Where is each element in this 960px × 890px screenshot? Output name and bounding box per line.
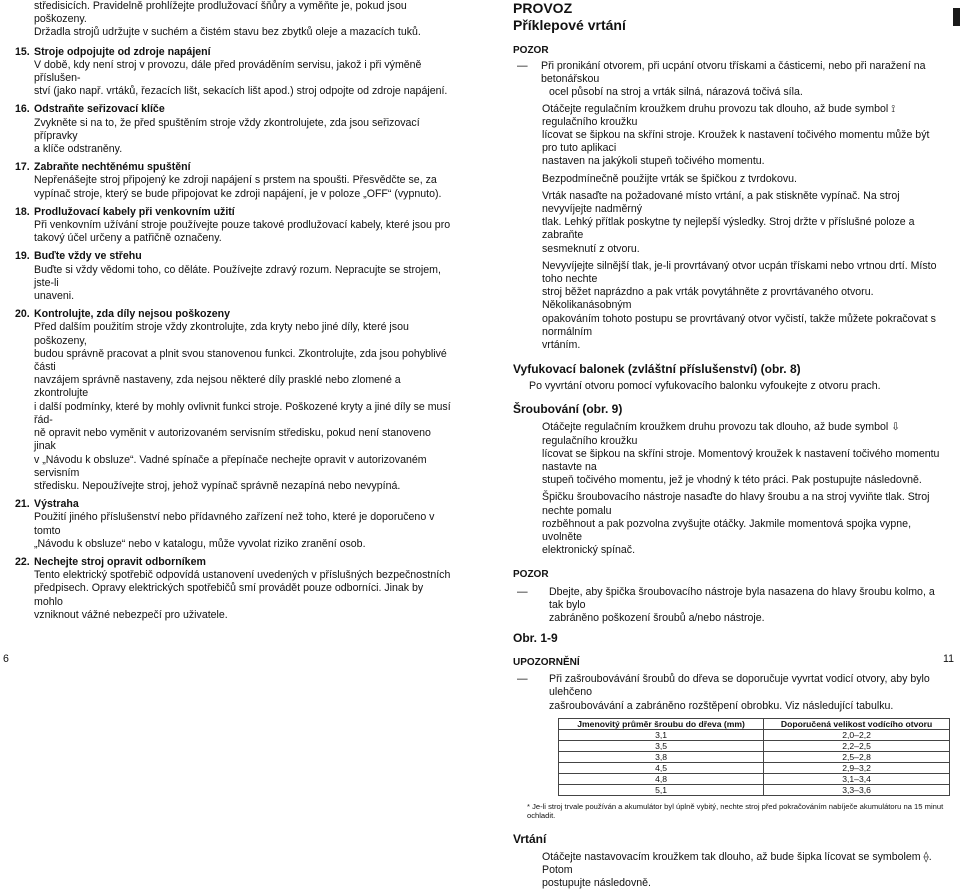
paragraph-ring-setting [513,103,947,169]
figure-reference: Obr. 1-9 [513,631,558,646]
safety-item [10,308,454,493]
item-number: 17. [15,161,30,174]
item-text-line: středisku. Nepoužívejte stroj, jehož vypínač správně nezapíná nebo nevypíná. [34,479,401,492]
item-text-line: Nepřenášejte stroj připojený ke zdroji napájení s prstem na spoušti. Přesvědčte se, za [34,174,437,187]
item-text-line: Zvykněte si na to, že před spuštěním stroje vždy zkontrolujete, zda jsou seřizovací přípravky [34,116,420,142]
table-cell: 4,8 [559,773,764,784]
upozorneni-note [513,673,947,713]
heading-screwdriving: Šroubování (obr. 9) [513,402,623,417]
pozor1-line-1: Při pronikání otvorem, při ucpání otvoru třískami a částicemi, nebo při naražení na betonářskou [541,60,926,86]
intro-line-1: středisicích. Pravidelně prohlížejte prodlužovací šňůry a vyměňte je, pokud jsou poškozeny. [34,0,407,26]
table-row [559,729,950,740]
item-text-line: a klíče odstraněny. [34,143,123,156]
p1-line-2: lícovat se šipkou na skříni stroje. Kroužek k nastavení točivého momentu může být pro tuto aplikaci [542,129,930,155]
table-cell: 2,2–2,5 [764,740,950,751]
p3-line-3: sesmeknutí z otvoru. [542,242,640,255]
item-text-line: unaveni. [34,290,75,303]
table-body [559,729,950,795]
intro-line-2: Držadla strojů udržujte v suchém a čistém stavu bez zbytků oleje a mazacích tuků. [34,26,421,39]
item-text-line: Buďte si vždy vědomi toho, co děláte. Používejte zdravý rozum. Nepracujte se strojem, jste-li [34,263,441,289]
table-cell: 3,5 [559,740,764,751]
paragraph-carbide-bit [513,173,947,186]
item-text-line: V době, kdy není stroj v provozu, dále před prováděním servisu, jakož i při výměně příslušen- [34,58,422,85]
paragraph-screw-tip [513,491,947,557]
table-row [559,784,950,795]
p1-line-1: Otáčejte regulačním kroužkem druhu provozu tak dlouho, až bude symbol ⟟ regulačního kroužku [542,102,896,128]
item-title: Buďte vždy ve střehu [34,250,142,263]
dash-marker: — [517,60,528,72]
table-cell: 2,0–2,2 [764,729,950,740]
safety-items-list [10,46,454,622]
item-text-line: i další podmínky, které by mohly ovlivnit funkci stroje. Poškozené kryty a jiné díly se musí řád- [34,400,451,426]
table-cell: 3,8 [559,751,764,762]
pozor-label-2: POZOR [513,568,549,580]
table-row [559,762,950,773]
item-number: 21. [15,498,30,511]
vyfuk-line-1: Po vyvrtání otvoru pomocí vyfukovacího balonku vyfoukejte z otvoru prach. [529,380,881,393]
sroub1-line-1: Otáčejte regulačním kroužkem druhu provozu tak dlouho, až bude symbol ⇩ regulačního kroužku [542,421,901,447]
pozor2-line-2: zabráněno poškození šroubů a/nebo nástroje. [549,611,765,624]
page-number-right: 11 [943,652,954,665]
item-text-line: Při venkovním užívání stroje používejte pouze takové prodlužovací kabely, které jsou pro [34,219,451,232]
pozor-label-1: POZOR [513,45,549,56]
item-text-line: Před dalším použitím stroje vždy zkontrolujte, zda kryty nebo jiné díly, které jsou poškozeny, [34,321,409,347]
item-number: 19. [15,250,30,263]
page-number-left: 6 [3,652,9,665]
left-column [10,0,454,627]
safety-item [10,46,454,99]
paragraph-drilling-pressure [513,190,947,256]
item-text-line: Použití jiného příslušenství nebo přídavného zařízení než toho, které je doporučeno v tomto [34,511,435,537]
table-cell: 5,1 [559,784,764,795]
item-text-line: předpisech. Opravy elektrických spotřebičů smí provádět pouze odborníci. Jinak by mohlo [34,582,424,608]
item-title: Kontrolujte, zda díly nejsou poškozeny [34,308,231,321]
upoz-line-2: zašroubovávání a zabráněno rozštěpení obrobku. Viz následující tabulku. [549,699,894,712]
safety-item [10,250,454,303]
p4-line-2: stroj běžet naprázdno a pak vrták povytáhněte z provrtávaného otvoru. Několikanásobným [542,286,874,312]
pilot-hole-table [558,718,950,796]
sroub2-line-1: Špičku šroubovacího nástroje nasaďte do hlavy šroubu a na stroj vyviňte tlak. Stroj nechte pomalu [542,491,930,517]
item-text-line: vypínač stroje, který se bude připojovat ke zdroji napájení, je v poloze „OFF“ (vypnuto). [34,187,442,200]
item-text-line: Tento elektrický spotřebič odpovídá ustanovení uvedených v příslušných bezpečnostních [34,569,451,582]
p2-line-1: Bezpodmínečně použijte vrták se špičkou z tvrdokovu. [542,172,797,185]
table-row [559,740,950,751]
p3-line-1: Vrták nasaďte na požadované místo vrtání, a pak stiskněte vypínač. Na stroj nevyvíjejte nadměrný [542,189,900,216]
item-title: Výstraha [34,498,79,511]
pozor1-line-2: ocel působí na stroj a vrták silná, nárazová točivá síla. [549,86,803,99]
table-footnote: * Je-li stroj trvale používán a akumulátor byl úplně vybitý, nechte stroj před pokračováním nabíječe akumulátoru na 15 minut ochladit. [527,801,944,820]
item-text-line: „Návodu k obsluze“ nebo v katalogu, může vyvolat riziko zranění osob. [34,537,366,550]
item-number: 20. [15,308,30,321]
item-text-line: ně opravit nebo vyměnit v autorizovaném servisním středisku, pokud není stanoveno jinak [34,427,431,453]
pozor2-line-1: Dbejte, aby špička šroubovacího nástroje byla nasazena do hlavy šroubu kolmo, a tak bylo [549,585,935,611]
item-number: 22. [15,555,30,568]
heading-drilling: Vrtání [513,831,547,846]
p3-line-2: tlak. Lehký přítlak poskytne ty nejlepší výsledky. Stroj držte v příslušné poloze a zabraňte [542,216,915,242]
item-text-line: vzniknout vážné nebezpečí pro uživatele. [34,608,228,621]
item-number: 18. [15,205,30,218]
table-cell: 3,3–3,6 [764,784,950,795]
table-header-pilot-hole: Doporučená velikost vodícího otvoru [764,718,950,729]
paragraph-screw-ring [513,421,947,487]
safety-item [10,556,454,622]
table-cell: 3,1 [559,729,764,740]
item-text-line: v „Návodu k obsluze“. Vadné spínače a přepínače nechejte opravit v autorizovaném servisním [34,453,427,479]
thumb-tab-marker [953,8,960,26]
item-number: 15. [15,45,30,58]
pozor-note-2 [513,586,947,626]
item-title: Prodlužovací kabely při venkovním užití [34,205,235,218]
safety-item [10,103,454,156]
item-text-line: ství (jako např. vrtáků, řezacích lišt, sekacích lišt apod.) stroj odpojte od zdroje napájení. [34,85,448,98]
paragraph-blow-out [513,380,947,393]
upozorneni-label: UPOZORNĚNÍ [513,657,580,669]
sroub2-line-2: rozběhnout a pak pozvolna zvyšujte otáčky. Jakmile momentová spojka vypne, uvolněte [542,517,912,544]
sroub1-line-3: stupeň točivého momentu, jež je vhodný k této práci. Pak postupujte následovně. [542,474,922,487]
upoz-line-1: Při zašroubovávání šroubů do dřeva se doporučuje vyvrtat vodicí otvory, aby bylo ulehčeno [549,673,930,699]
sroub2-line-3: elektronický spínač. [542,544,636,557]
item-text-line: budou správně pracovat a plnit svou stanovenou funkci. Zkontrolujte, zda jsou pohyblivé části [34,347,447,374]
table-cell: 2,9–3,2 [764,762,950,773]
section-heading: PROVOZ [513,0,573,16]
table-row [559,773,950,784]
table-header-row [559,718,950,729]
sroub1-line-2: lícovat se šipkou na skříni stroje. Momentový kroužek k nastavení točivého momentu nastavte na [542,447,940,474]
p4-line-3: opakováním tohoto postupu se provrtávaný otvor vyčistí, takže můžete pokračovat s normálním [542,312,936,338]
item-title: Zabraňte nechtěnému spuštění [34,161,191,174]
item-title: Nechejte stroj opravit odborníkem [34,555,206,568]
paragraph-drilling [513,851,947,890]
dash-marker: — [517,585,528,598]
item-title: Stroje odpojujte od zdroje napájení [34,45,211,58]
safety-item [10,161,454,201]
dash-marker: — [517,673,528,686]
item-text-line: takový účel určeny a patřičně označeny. [34,232,222,245]
item-number: 16. [15,103,30,116]
safety-item [10,498,454,551]
right-column [513,0,947,890]
table-row [559,751,950,762]
subheading-hammer-drilling: Příklepové vrtání [513,17,626,33]
heading-blow-out-bulb: Vyfukovací balonek (zvláštní příslušenství) (obr. 8) [513,362,801,377]
table-cell: 3,1–3,4 [764,773,950,784]
pozor-note-1 [513,60,947,100]
p1-line-3: nastaven na jakýkoli stupeň točivého momentu. [542,155,765,168]
table-cell: 2,5–2,8 [764,751,950,762]
item-text-line: navzájem správně nastaveny, zda nejsou některé díly prasklé nebo zlomené a zkontrolujte [34,374,401,400]
table-cell: 4,5 [559,762,764,773]
safety-item [10,206,454,246]
p4-line-1: Nevyvíjejte silnější tlak, je-li provrtávaný otvor ucpán třískami nebo vrtnou drtí. Místo toho nechte [542,259,937,286]
paragraph-clogged-hole [513,260,947,352]
item-title: Odstraňte seřizovací klíče [34,103,165,116]
vrtani-line-2: postupujte následovně. [542,877,651,890]
p4-line-4: vrtáním. [542,339,581,352]
table-header-screw-diameter: Jmenovitý průměr šroubu do dřeva (mm) [559,718,764,729]
vrtani-line-1: Otáčejte nastavovacím kroužkem tak dlouho, až bude šipka lícovat se symbolem ⟠. Potom [542,850,932,876]
